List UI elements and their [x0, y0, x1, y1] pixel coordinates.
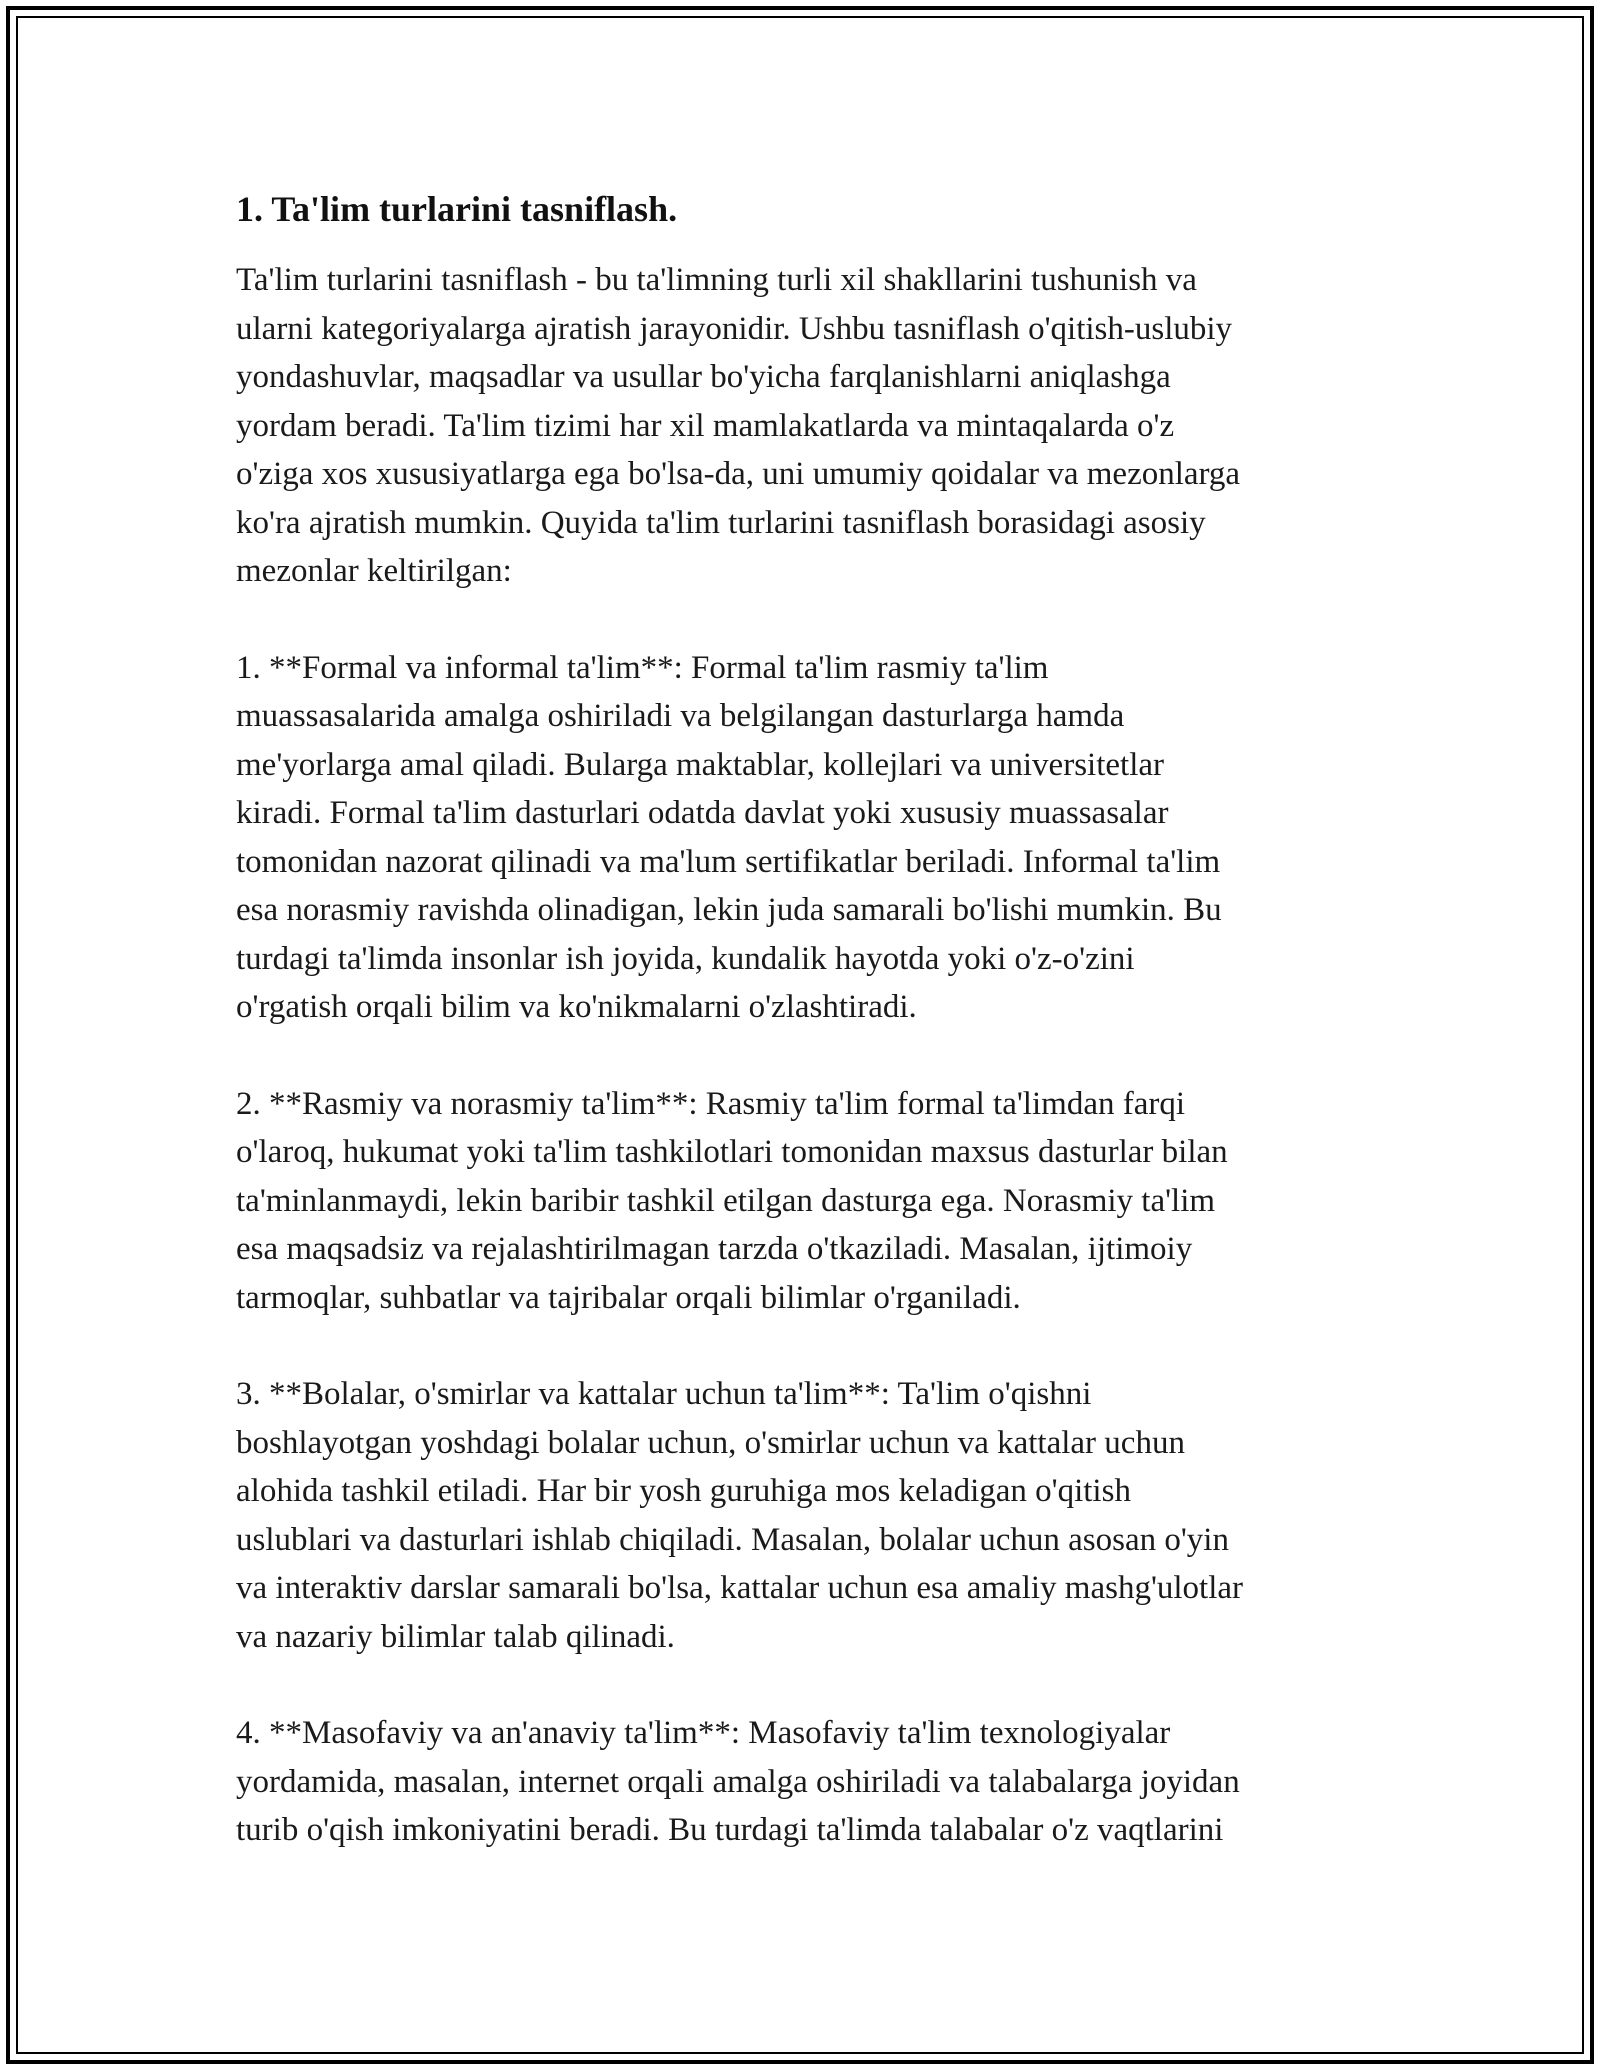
- paragraph-line: va interaktiv darslar samarali bo'lsa, kattalar uchun esa amaliy mashg'ulotlar: [236, 1570, 1244, 1606]
- paragraph-line: mezonlar keltirilgan:: [236, 553, 512, 589]
- document-page: [236, 186, 1356, 1855]
- paragraph: [236, 1709, 1356, 1855]
- paragraph-line: uslublari va dasturlari ishlab chiqiladi. Masalan, bolalar uchun asosan o'yin: [236, 1521, 1229, 1558]
- paragraph-line: va nazariy bilimlar talab qilinadi.: [236, 1618, 675, 1655]
- paragraph-line: 3. **Bolalar, o'smirlar va kattalar uchun ta'lim**: Ta'lim o'qishni: [236, 1376, 1092, 1412]
- paragraph-line: me'yorlarga amal qiladi. Bularga maktablar, kollejlari va universitetlar: [236, 746, 1164, 783]
- paragraph-line: kiradi. Formal ta'lim dasturlari odatda davlat yoki xususiy muassasalar: [236, 795, 1169, 831]
- page-title: 1. Ta'lim turlarini tasniflash.: [236, 189, 678, 229]
- paragraph-line: o'rgatish orqali bilim va ko'nikmalarni o'zlashtiradi.: [236, 989, 917, 1025]
- paragraph-line: 4. **Masofaviy va an'anaviy ta'lim**: Masofaviy ta'lim texnologiyalar: [236, 1715, 1171, 1751]
- paragraph: [236, 256, 1356, 596]
- paragraph-line: boshlayotgan yoshdagi bolalar uchun, o'smirlar uchun va kattalar uchun: [236, 1424, 1185, 1461]
- paragraph-line: ta'minlanmaydi, lekin baribir tashkil etilgan dasturga ega. Norasmiy ta'lim: [236, 1182, 1216, 1219]
- paragraph-line: o'ziga xos xususiyatlarga ega bo'lsa-da, uni umumiy qoidalar va mezonlarga: [236, 456, 1241, 492]
- paragraph-line: tomonidan nazorat qilinadi va ma'lum sertifikatlar beriladi. Informal ta'lim: [236, 843, 1221, 880]
- paragraph-line: 2. **Rasmiy va norasmiy ta'lim**: Rasmiy ta'lim formal ta'limdan farqi: [236, 1085, 1186, 1122]
- paragraph-line: yordamida, masalan, internet orqali amalga oshiriladi va talabalarga joyidan: [236, 1763, 1240, 1800]
- paragraph-line: turib o'qish imkoniyatini beradi. Bu turdagi ta'limda talabalar o'z vaqtlarini: [236, 1812, 1224, 1848]
- paragraph: [236, 1080, 1356, 1323]
- document-body: [236, 256, 1356, 1855]
- paragraph-line: esa maqsadsiz va rejalashtirilmagan tarzda o'tkaziladi. Masalan, ijtimoiy: [236, 1231, 1193, 1267]
- paragraph-line: 1. **Formal va informal ta'lim**: Formal ta'lim rasmiy ta'lim: [236, 649, 1049, 686]
- paragraph: [236, 644, 1356, 1032]
- paragraph: [236, 1370, 1356, 1661]
- paragraph-line: o'laroq, hukumat yoki ta'lim tashkilotlari tomonidan maxsus dasturlar bilan: [236, 1134, 1228, 1170]
- paragraph-line: esa norasmiy ravishda olinadigan, lekin juda samarali bo'lishi mumkin. Bu: [236, 892, 1222, 928]
- paragraph-line: tarmoqlar, suhbatlar va tajribalar orqali bilimlar o'rganiladi.: [236, 1279, 1021, 1316]
- paragraph-line: ularni kategoriyalarga ajratish jarayonidir. Ushbu tasniflash o'qitish-uslubiy: [236, 310, 1233, 347]
- paragraph-line: muassasalarida amalga oshiriladi va belgilangan dasturlarga hamda: [236, 698, 1125, 734]
- paragraph-line: yordam beradi. Ta'lim tizimi har xil mamlakatlarda va mintaqalarda o'z: [236, 407, 1175, 444]
- paragraph-line: yondashuvlar, maqsadlar va usullar bo'yicha farqlanishlarni aniqlashga: [236, 359, 1171, 395]
- paragraph-line: ko'ra ajratish mumkin. Quyida ta'lim turlarini tasniflash borasidagi asosiy: [236, 504, 1206, 541]
- paragraph-line: turdagi ta'limda insonlar ish joyida, kundalik hayotda yoki o'z-o'zini: [236, 940, 1135, 977]
- paragraph-line: alohida tashkil etiladi. Har bir yosh guruhiga mos keladigan o'qitish: [236, 1473, 1131, 1509]
- paragraph-line: Ta'lim turlarini tasniflash - bu ta'limning turli xil shakllarini tushunish va: [236, 262, 1197, 298]
